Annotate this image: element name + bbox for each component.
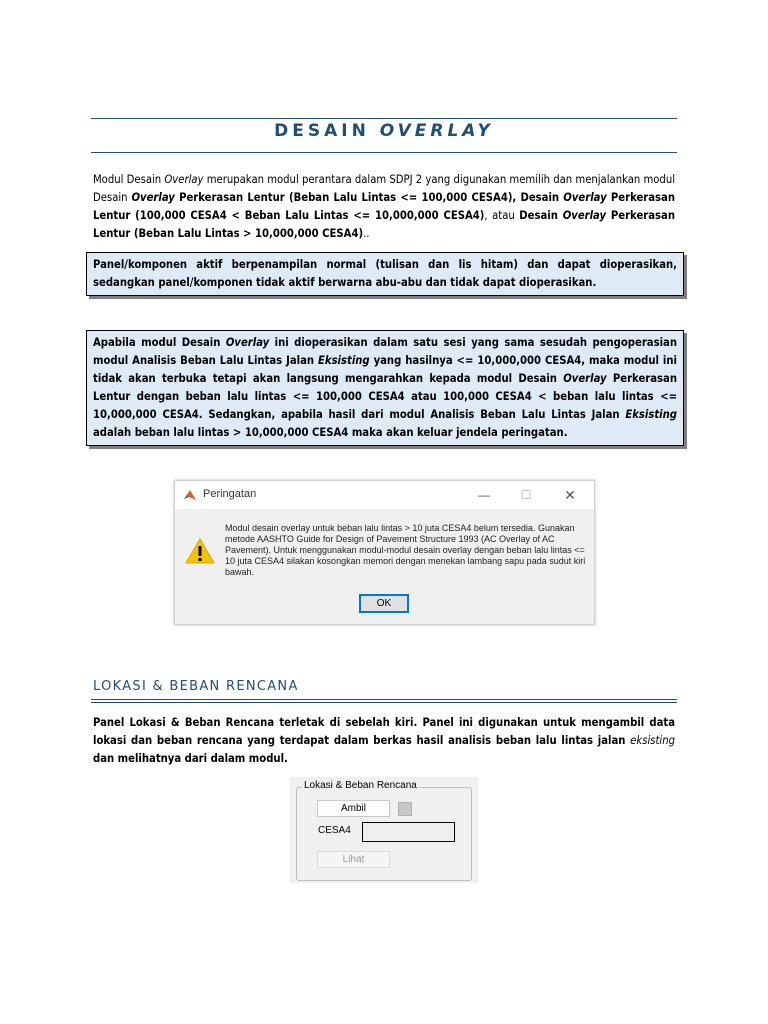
note2-text-3: yang hasilnya <= 10,000,000 CESA4, maka modul ini tidak akan terbuka tetapi akan langsung mengarahkan kepada modul Desain: [93, 354, 677, 385]
title-rule-top: [91, 118, 677, 119]
intro-bold-italic-2: Overlay: [563, 191, 607, 204]
note2-italic-1: Overlay: [225, 336, 270, 349]
intro-bold-text-2c: Perkerasan Lentur (100,000 CESA4 < Beban Lalu Lintas <= 10,000,000 CESA4): [93, 191, 675, 222]
close-button[interactable]: ✕: [564, 487, 576, 503]
ok-button[interactable]: OK: [359, 594, 409, 613]
maximize-button[interactable]: ☐: [520, 488, 532, 502]
note1-text: Panel/komponen aktif berpenampilan normal (tulisan dan lis hitam) dan dapat dioperasikan, sedangkan panel/komponen tidak aktif berwarna abu-abu dan tidak dapat dioperasikan.: [93, 258, 677, 289]
intro-bold-text-2a: Desain: [516, 191, 564, 204]
page-title-italic: OVERLAY: [379, 121, 494, 141]
cesa4-field[interactable]: [362, 822, 455, 842]
section2-paragraph: [93, 714, 675, 768]
minimize-button[interactable]: —: [478, 488, 490, 502]
section2-italic-1: eksisting: [630, 734, 675, 747]
intro-bold-text-3c: Perkerasan Lentur (Beban Lalu Lintas > 10,000,000 CESA4): [93, 209, 675, 240]
section2-text-1: Panel Lokasi & Beban Rencana terletak di sebelah kiri. Panel ini digunakan untuk mengambil data lokasi dan beban rencana yang terdapat dalam berkas hasil analisis beban lalu lintas jalan: [93, 716, 675, 747]
note-box-panel-status: [86, 252, 684, 296]
intro-bold-text-1: Perkerasan Lentur (Beban Lalu Lintas <= 100,000 CESA4),: [174, 191, 517, 204]
warning-dialog: [174, 480, 595, 625]
intro-bold-italic-1: Overlay: [131, 191, 175, 204]
ambil-button[interactable]: Ambil: [317, 800, 390, 817]
page-title-text: DESAIN: [274, 121, 370, 141]
note2-content: [93, 336, 677, 439]
note2-italic-2: Eksisting: [318, 354, 370, 367]
note-box-session-warning: [86, 330, 684, 446]
intro-paragraph: [93, 171, 675, 243]
note2-text-2: ini dioperasikan dalam satu sesi yang sama sesudah pengoperasian modul Analisis Beban Lalu Lintas Jalan: [93, 336, 677, 367]
section-rule-2: [91, 702, 677, 703]
title-rule-bottom: [91, 152, 677, 153]
section2-bold: [93, 716, 675, 747]
section-heading-lokasi: LOKASI & BEBAN RENCANA: [93, 679, 299, 694]
note2-text-4: Perkerasan Lentur dengan beban lalu lintas <= 100,000 CESA4 atau 100,000 CESA4 < beban lalu lintas <= 10,000,000 CESA4. Sedangkan, apabila hasil dari modul Analisis Beban Lalu Lintas Jalan: [93, 372, 677, 421]
cesa4-label: CESA4: [318, 825, 351, 836]
intro-bold-1: [131, 191, 516, 204]
lokasi-beban-panel: [290, 777, 478, 883]
dialog-titlebar[interactable]: [175, 481, 594, 509]
note2-text-5: adalah beban lalu lintas > 10,000,000 CESA4 maka akan keluar jendela peringatan.: [93, 426, 568, 439]
intro-text-3: , atau: [484, 209, 520, 222]
warning-icon: [185, 537, 215, 565]
intro-text-4: ..: [363, 227, 370, 240]
intro-bold-text-3a: Desain: [519, 209, 563, 222]
section-rule-1: [91, 699, 677, 700]
intro-bold-italic-3: Overlay: [562, 209, 607, 222]
section2-text-2: dan melihatnya dari dalam modul.: [93, 752, 288, 765]
lihat-button[interactable]: Lihat: [317, 851, 390, 868]
intro-italic-1: Overlay: [164, 173, 204, 186]
section2-bold-2: [93, 752, 288, 765]
note2-italic-3: Overlay: [563, 372, 607, 385]
intro-text-1: Modul Desain: [93, 173, 165, 186]
matlab-icon: [183, 488, 197, 502]
intro-text-2: merupakan modul perantara dalam SDPJ 2 yang digunakan memilih dan menjalankan modul Desain: [93, 173, 676, 204]
note2-italic-4: Eksisting: [625, 408, 677, 421]
panel-title: Lokasi & Beban Rencana: [304, 780, 417, 791]
dialog-message: Modul desain overlay untuk beban lalu lintas > 10 juta CESA4 belum tersedia. Gunakan metode AASHTO Guide for Design of Pavement Structure 1993 (AC Overlay of AC Pavement). Untuk menggunakan modul-modul desain overlay dengan beban lalu lintas <= 10 juta CESA4 silakan kosongkan memori dengan menekan lambang sapu pada sudut kiri bawah.: [225, 523, 586, 577]
page-title: [91, 121, 677, 141]
dialog-title: Peringatan: [203, 488, 257, 500]
status-indicator: [398, 802, 412, 816]
note2-text-1: Apabila modul Desain: [93, 336, 226, 349]
